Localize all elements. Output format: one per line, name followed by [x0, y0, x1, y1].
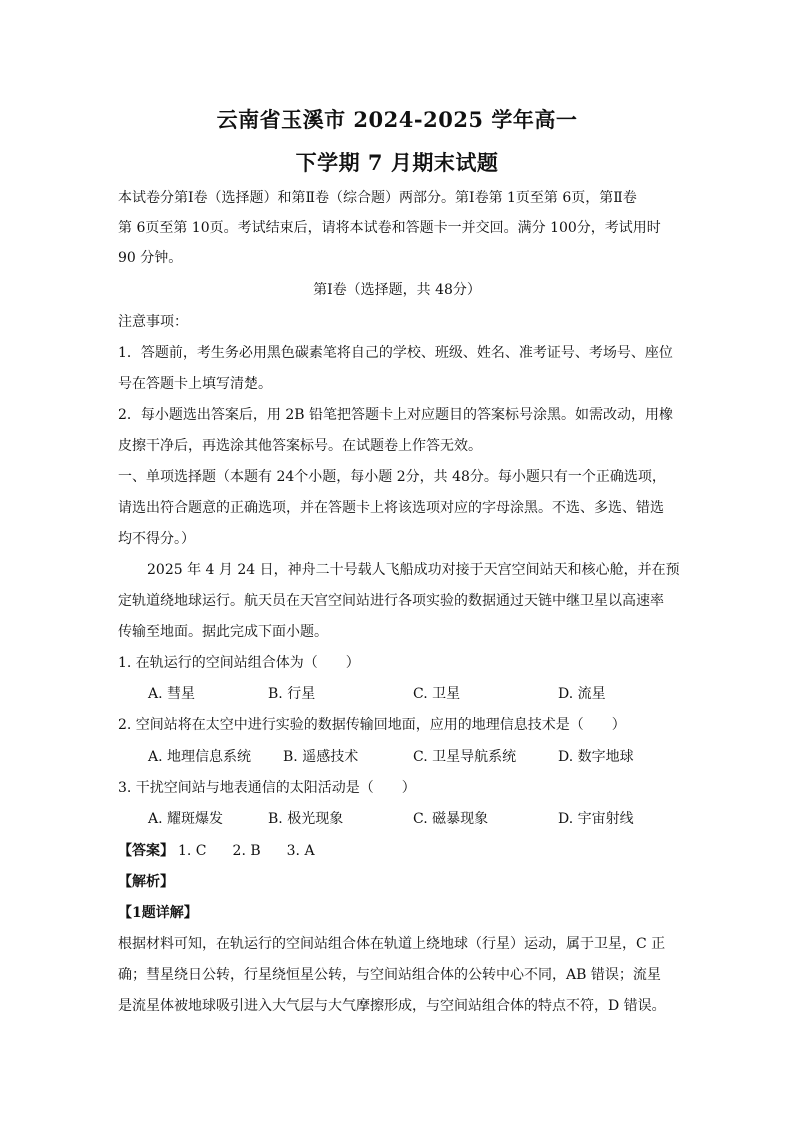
passage-line-1: 2025 年 4 月 24 日，神舟二十号载人飞船成功对接于天宫空间站天和核心舱，并在预	[147, 562, 680, 578]
notes-heading: 注意事项：	[118, 314, 188, 330]
answer-2: 2. B	[232, 843, 261, 859]
intro-line-1: 本试卷分第Ⅰ卷（选择题）和第Ⅱ卷（综合题）两部分。第Ⅰ卷第 1页至第 6页，第Ⅱ卷	[118, 190, 637, 206]
answer-line	[118, 841, 315, 861]
analysis-label: 【解析】	[118, 874, 174, 890]
question-3-options	[0, 809, 794, 829]
answer-3: 3. A	[286, 843, 315, 859]
question-2-option-c: C. 卫星导航系统	[413, 749, 517, 765]
question-3-option-a: A. 耀斑爆发	[148, 811, 224, 827]
part1-heading: 第Ⅰ卷（选择题，共 48分）	[313, 282, 481, 298]
detail-label: 【1题详解】	[118, 905, 198, 921]
question-3-stem: 3. 干扰空间站与地表通信的太阳活动是（ ）	[118, 780, 416, 796]
question-3-option-c: C. 磁暴现象	[413, 811, 489, 827]
answer-1: 1. C	[178, 843, 207, 859]
note-line-1: 1．答题前，考生务必用黑色碳素笔将自己的学校、班级、姓名、准考证号、考场号、座位	[118, 345, 673, 361]
detail-line-1: 根据材料可知，在轨运行的空间站组合体在轨道上绕地球（行星）运动，属于卫星，C 正	[118, 936, 666, 952]
question-2-options	[0, 747, 794, 767]
exam-title-line1: 云南省玉溪市 2024-2025 学年高一	[216, 107, 578, 132]
question-1-option-d: D. 流星	[558, 686, 606, 702]
question-1-options	[0, 684, 794, 704]
question-1-option-c: C. 卫星	[413, 686, 461, 702]
intro-line-3: 90 分钟。	[118, 250, 183, 266]
section1-line-2: 请选出符合题意的正确选项，并在答题卡上将该选项对应的字母涂黑。不选、多选、错选	[118, 500, 664, 516]
intro-line-2: 第 6页至第 10页。考试结束后，请将本试卷和答题卡一并交回。满分 100分，考试用时	[118, 220, 661, 236]
question-1-option-b: B. 行星	[268, 686, 316, 702]
section1-line-3: 均不得分。）	[118, 531, 195, 547]
answer-label: 【答案】	[118, 843, 174, 859]
question-2-option-d: D. 数字地球	[558, 749, 634, 765]
exam-title-line2: 下学期 7 月期末试题	[295, 150, 499, 175]
detail-line-2: 确；彗星绕日公转，行星绕恒星公转，与空间站组合体的公转中心不同，AB 错误；流星	[118, 967, 661, 983]
passage-line-3: 传输至地面。据此完成下面小题。	[118, 624, 328, 640]
question-1-option-a: A. 彗星	[148, 686, 196, 702]
detail-line-3: 是流星体被地球吸引进入大气层与大气摩擦形成，与空间站组合体的特点不符，D 错误。	[118, 998, 666, 1014]
note-line-4: 皮擦干净后，再选涂其他答案标号。在试题卷上作答无效。	[118, 438, 482, 454]
passage-line-2: 定轨道绕地球运行。航天员在天宫空间站进行各项实验的数据通过天链中继卫星以高速率	[118, 593, 664, 609]
question-2-option-b: B. 遥感技术	[283, 749, 359, 765]
question-3-option-d: D. 宇宙射线	[558, 811, 634, 827]
note-line-3: 2．每小题选出答案后，用 2B 铅笔把答题卡上对应题目的答案标号涂黑。如需改动，用橡	[118, 407, 674, 423]
question-2-option-a: A. 地理信息系统	[148, 749, 252, 765]
section1-line-1: 一、单项选择题（本题有 24个小题，每小题 2分，共 48分。每小题只有一个正确选项，	[118, 469, 666, 485]
question-3-option-b: B. 极光现象	[268, 811, 344, 827]
note-line-2: 号在答题卡上填写清楚。	[118, 376, 272, 392]
question-1-stem: 1. 在轨运行的空间站组合体为（ ）	[118, 655, 360, 671]
question-2-stem: 2. 空间站将在太空中进行实验的数据传输回地面，应用的地理信息技术是（ ）	[118, 717, 626, 733]
